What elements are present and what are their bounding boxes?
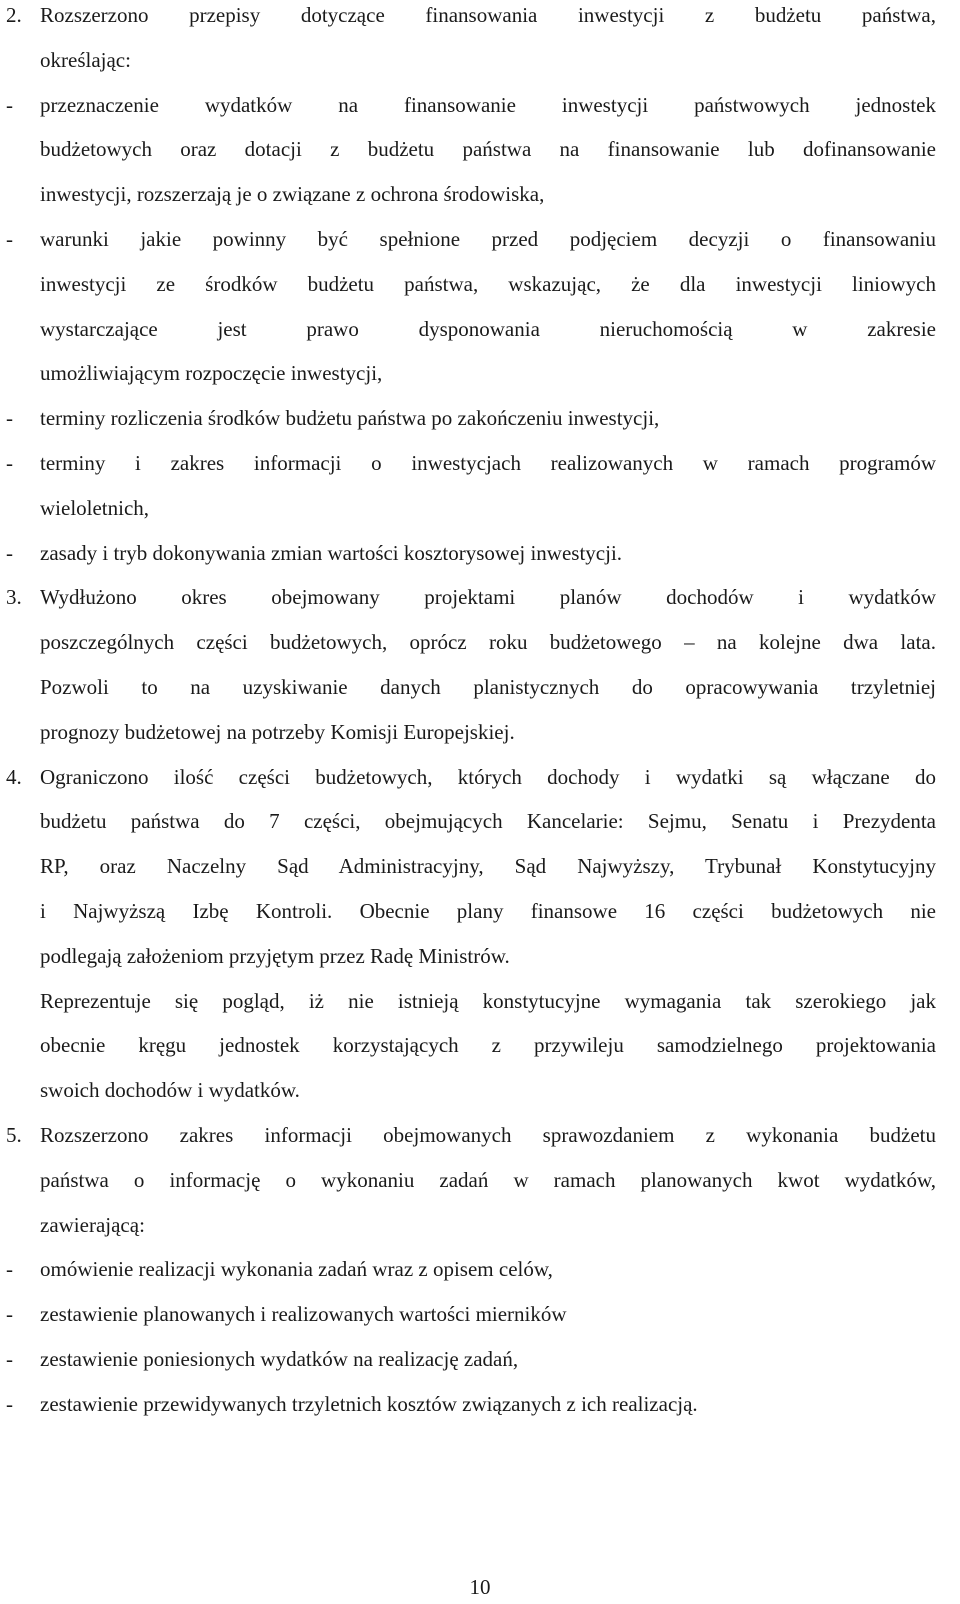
line-text: zawierającą:	[40, 1212, 145, 1237]
text-line	[6, 762, 936, 807]
line-text: RP, oraz Naczelny Sąd Administracyjny, Sąd Najwyższy, Trybunał Konstytucyjny	[40, 854, 936, 879]
line-text: zestawienie planowanych i realizowanych wartości mierników	[40, 1302, 567, 1327]
text-line	[6, 672, 936, 717]
text-line	[6, 1075, 936, 1120]
line-text: i Najwyższą Izbę Kontroli. Obecnie plany finansowe 16 części budżetowych nie	[40, 898, 936, 923]
line-text: Pozwoli to na uzyskiwanie danych planistycznych do opracowywania trzyletniej	[40, 674, 936, 699]
text-line	[6, 538, 936, 583]
text-line	[6, 1254, 936, 1299]
text-line	[6, 896, 936, 941]
page-number: 10	[469, 1575, 491, 1599]
text-line	[6, 493, 936, 538]
list-dash: -	[6, 1257, 13, 1282]
list-number: 3.	[6, 585, 22, 610]
line-text: omówienie realizacji wykonania zadań wraz z opisem celów,	[40, 1257, 553, 1282]
list-number: 4.	[6, 764, 22, 789]
line-text: podlegają założeniom przyjętym przez Radę Ministrów.	[40, 943, 510, 968]
line-text: umożliwiającym rozpoczęcie inwestycji,	[40, 361, 383, 386]
line-text: Rozszerzono przepisy dotyczące finansowania inwestycji z budżetu państwa,	[40, 3, 936, 27]
text-line	[6, 851, 936, 896]
text-line	[6, 269, 936, 314]
list-dash: -	[6, 1346, 13, 1371]
list-dash: -	[6, 226, 13, 251]
list-dash: -	[6, 1391, 13, 1416]
text-line	[6, 90, 936, 135]
text-line	[6, 1120, 936, 1165]
text-line	[6, 1030, 936, 1075]
line-text: Reprezentuje się pogląd, iż nie istnieją konstytucyjne wymagania tak szerokiego jak	[40, 988, 936, 1013]
text-line	[6, 806, 936, 851]
line-text: wystarczające jest prawo dysponowania nieruchomością w zakresie	[40, 316, 936, 341]
line-text: wieloletnich,	[40, 495, 150, 520]
text-line	[6, 45, 936, 90]
text-line	[6, 1299, 936, 1344]
text-line	[6, 1210, 936, 1255]
text-line	[6, 1344, 936, 1389]
line-text: przeznaczenie wydatków na finansowanie inwestycji państwowych jednostek	[40, 92, 936, 117]
list-number: 5.	[6, 1122, 22, 1147]
line-text: terminy rozliczenia środków budżetu państwa po zakończeniu inwestycji,	[40, 406, 660, 431]
list-dash: -	[6, 406, 13, 431]
text-line	[6, 582, 936, 627]
list-dash: -	[6, 540, 13, 565]
line-text: Rozszerzono zakres informacji obejmowanych sprawozdaniem z wykonania budżetu	[40, 1122, 936, 1147]
list-dash: -	[6, 92, 13, 117]
list-number: 2.	[6, 3, 22, 27]
line-text: warunki jakie powinny być spełnione przed podjęciem decyzji o finansowaniu	[40, 226, 936, 251]
line-text: obecnie kręgu jednostek korzystających z przywileju samodzielnego projektowania	[40, 1033, 936, 1058]
line-text: określając:	[40, 47, 131, 72]
text-line	[6, 224, 936, 269]
line-text: budżetu państwa do 7 części, obejmujących Kancelarie: Sejmu, Senatu i Prezydenta	[40, 809, 936, 834]
text-line	[6, 358, 936, 403]
line-text: inwestycji, rozszerzają je o związane z ochrona środowiska,	[40, 182, 545, 207]
list-dash: -	[6, 1302, 13, 1327]
line-text: terminy i zakres informacji o inwestycjach realizowanych w ramach programów	[40, 450, 936, 475]
document-body	[6, 0, 936, 1434]
text-line	[6, 986, 936, 1031]
text-line	[6, 314, 936, 359]
line-text: zasady i tryb dokonywania zmian wartości kosztorysowej inwestycji.	[40, 540, 623, 565]
line-text: Ograniczono ilość części budżetowych, których dochody i wydatki są włączane do	[40, 764, 936, 789]
text-line	[6, 403, 936, 448]
line-text: inwestycji ze środków budżetu państwa, wskazując, że dla inwestycji liniowych	[40, 271, 936, 296]
text-line	[6, 627, 936, 672]
text-line	[6, 0, 936, 45]
text-line	[6, 1389, 936, 1434]
text-line	[6, 448, 936, 493]
line-text: poszczególnych części budżetowych, oprócz roku budżetowego – na kolejne dwa lata.	[40, 630, 936, 655]
text-line	[6, 179, 936, 224]
line-text: zestawienie przewidywanych trzyletnich kosztów związanych z ich realizacją.	[40, 1391, 698, 1416]
line-text: zestawienie poniesionych wydatków na realizację zadań,	[40, 1346, 519, 1371]
text-line	[6, 941, 936, 986]
text-line	[6, 717, 936, 762]
line-text: Wydłużono okres obejmowany projektami planów dochodów i wydatków	[40, 585, 936, 610]
list-dash: -	[6, 450, 13, 475]
line-text: swoich dochodów i wydatków.	[40, 1078, 300, 1103]
line-text: państwa o informację o wykonaniu zadań w ramach planowanych kwot wydatków,	[40, 1167, 936, 1192]
line-text: prognozy budżetowej na potrzeby Komisji Europejskiej.	[40, 719, 515, 744]
text-line	[6, 1165, 936, 1210]
line-text: budżetowych oraz dotacji z budżetu państwa na finansowanie lub dofinansowanie	[40, 137, 936, 162]
text-line	[6, 134, 936, 179]
